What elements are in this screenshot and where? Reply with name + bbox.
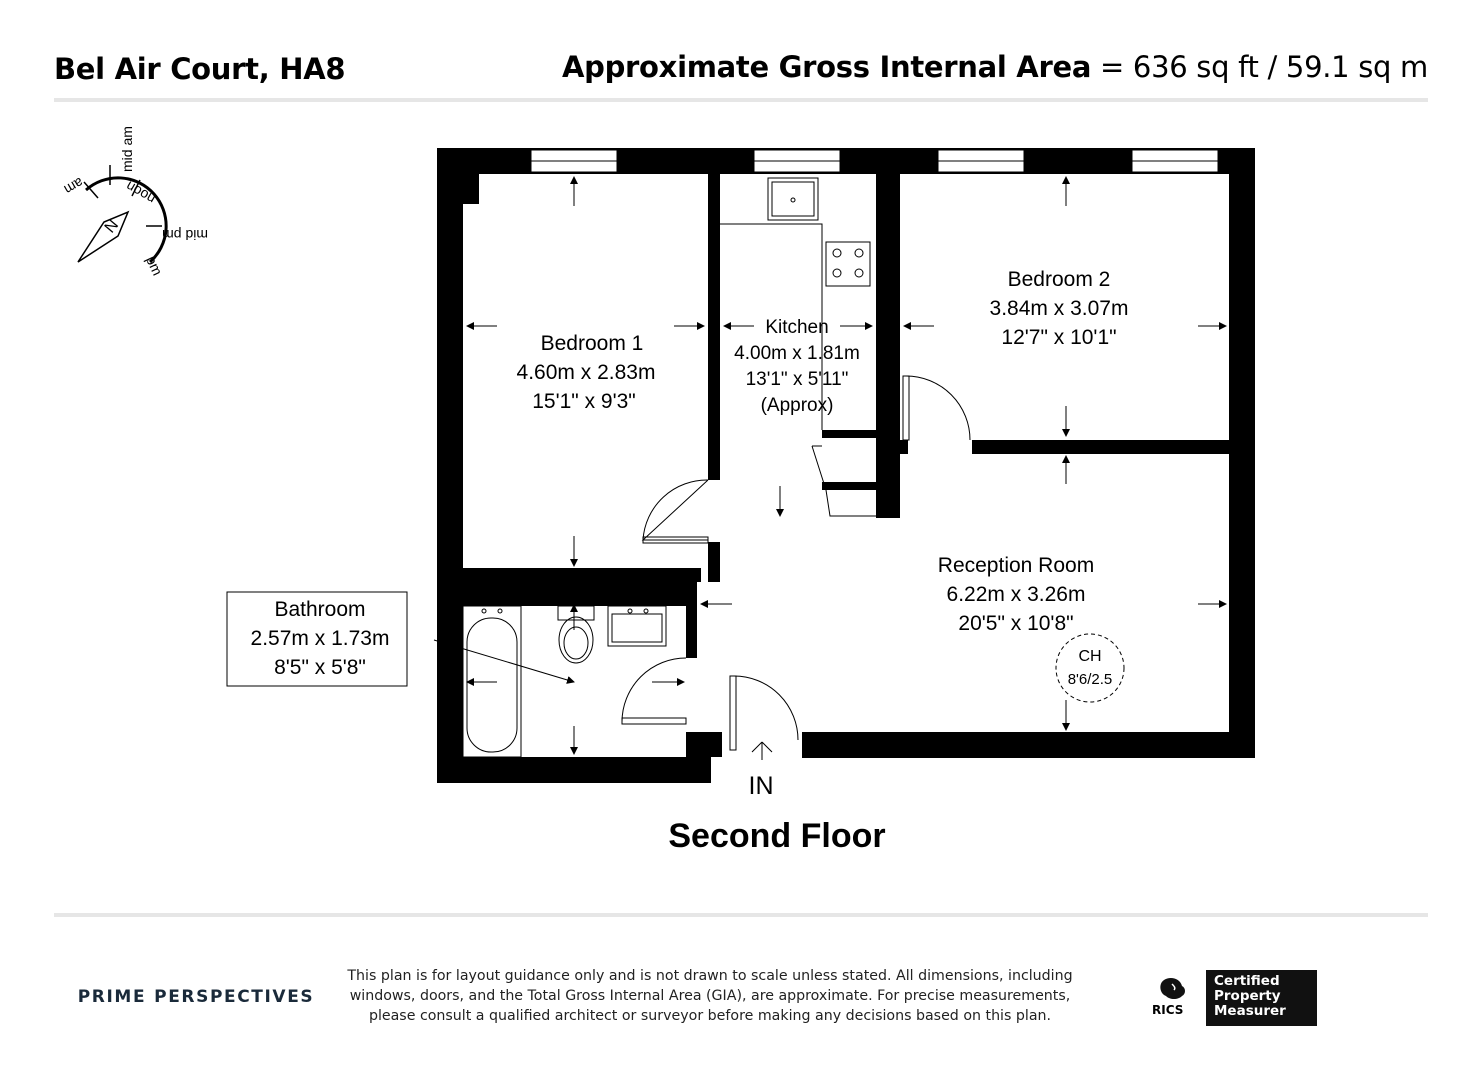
compass-am: am (61, 174, 87, 199)
bathroom-imperial: 8'5" x 5'8" (274, 656, 366, 679)
sink-icon (768, 178, 818, 220)
kitchen-name: Kitchen (765, 317, 829, 338)
cert-line-1: Certified (1214, 973, 1280, 989)
bedroom2-metric: 3.84m x 3.07m (989, 297, 1129, 320)
doors (622, 376, 970, 750)
ceiling-height-badge (1056, 634, 1124, 702)
ceiling-height-value: 8'6/2.5 (1067, 671, 1113, 688)
ceiling-height-label: CH (1078, 648, 1102, 665)
bedroom2-name: Bedroom 2 (1007, 268, 1111, 291)
compass-north: N (101, 216, 123, 237)
compass-noon: noon (122, 178, 158, 208)
compass (62, 126, 208, 278)
kitchen-note: (Approx) (760, 395, 834, 416)
area-label: Approximate Gross Internal Area (561, 50, 1092, 84)
company-logo (78, 972, 314, 1022)
property-name: Bel Air Court, HA8 (54, 52, 346, 86)
bathroom-metric: 2.57m x 1.73m (250, 627, 390, 650)
reception-name: Reception Room (937, 554, 1095, 577)
disclaimer-text: This plan is for layout guidance only and is not drawn to scale unless stated. All dimensions, including windows, doors, and the Total Gross Internal Area (GIA), are approximate. For precise measurements, please consult a qualified architect or surveyor before making any decisions based on this plan. (347, 968, 1073, 1024)
entrance-label: IN (748, 772, 774, 800)
basin-icon (608, 606, 666, 646)
cert-line-3: Measurer (1214, 1003, 1286, 1019)
logo-word-perspectives: PERSPECTIVES (154, 987, 315, 1007)
reception-imperial: 20'5" x 10'8" (958, 612, 1074, 635)
compass-mid-am: mid am (119, 126, 135, 172)
rics-label: RICS (1152, 1003, 1184, 1017)
floor-label: Second Floor (668, 817, 886, 855)
kitchen-imperial: 13'1" x 5'11" (745, 369, 849, 390)
cert-line-2: Property (1214, 988, 1281, 1004)
dimension-arrows (434, 177, 1226, 754)
bedroom1-imperial: 15'1" x 9'3" (532, 390, 636, 413)
bedroom1-name: Bedroom 1 (540, 332, 644, 355)
bathroom-name: Bathroom (274, 598, 366, 621)
reception-metric: 6.22m x 3.26m (946, 583, 1086, 606)
footer-divider (54, 913, 1428, 917)
area-value: = 636 sq ft / 59.1 sq m (1091, 50, 1428, 84)
compass-needle (78, 212, 128, 262)
walls (437, 148, 1255, 783)
bedroom1-metric: 4.60m x 2.83m (516, 361, 656, 384)
kitchen-metric: 4.00m x 1.81m (734, 343, 860, 364)
toilet-icon (558, 606, 594, 620)
hob-icon (826, 242, 870, 286)
certified-property-measurer-badge (1206, 970, 1317, 1026)
compass-mid-pm: mid pm (162, 227, 208, 243)
bedroom2-imperial: 12'7" x 10'1" (1001, 326, 1117, 349)
entrance-arrow-icon (752, 742, 772, 760)
logo-word-prime: PRIME (77, 987, 147, 1007)
compass-pm: pm (143, 253, 166, 278)
